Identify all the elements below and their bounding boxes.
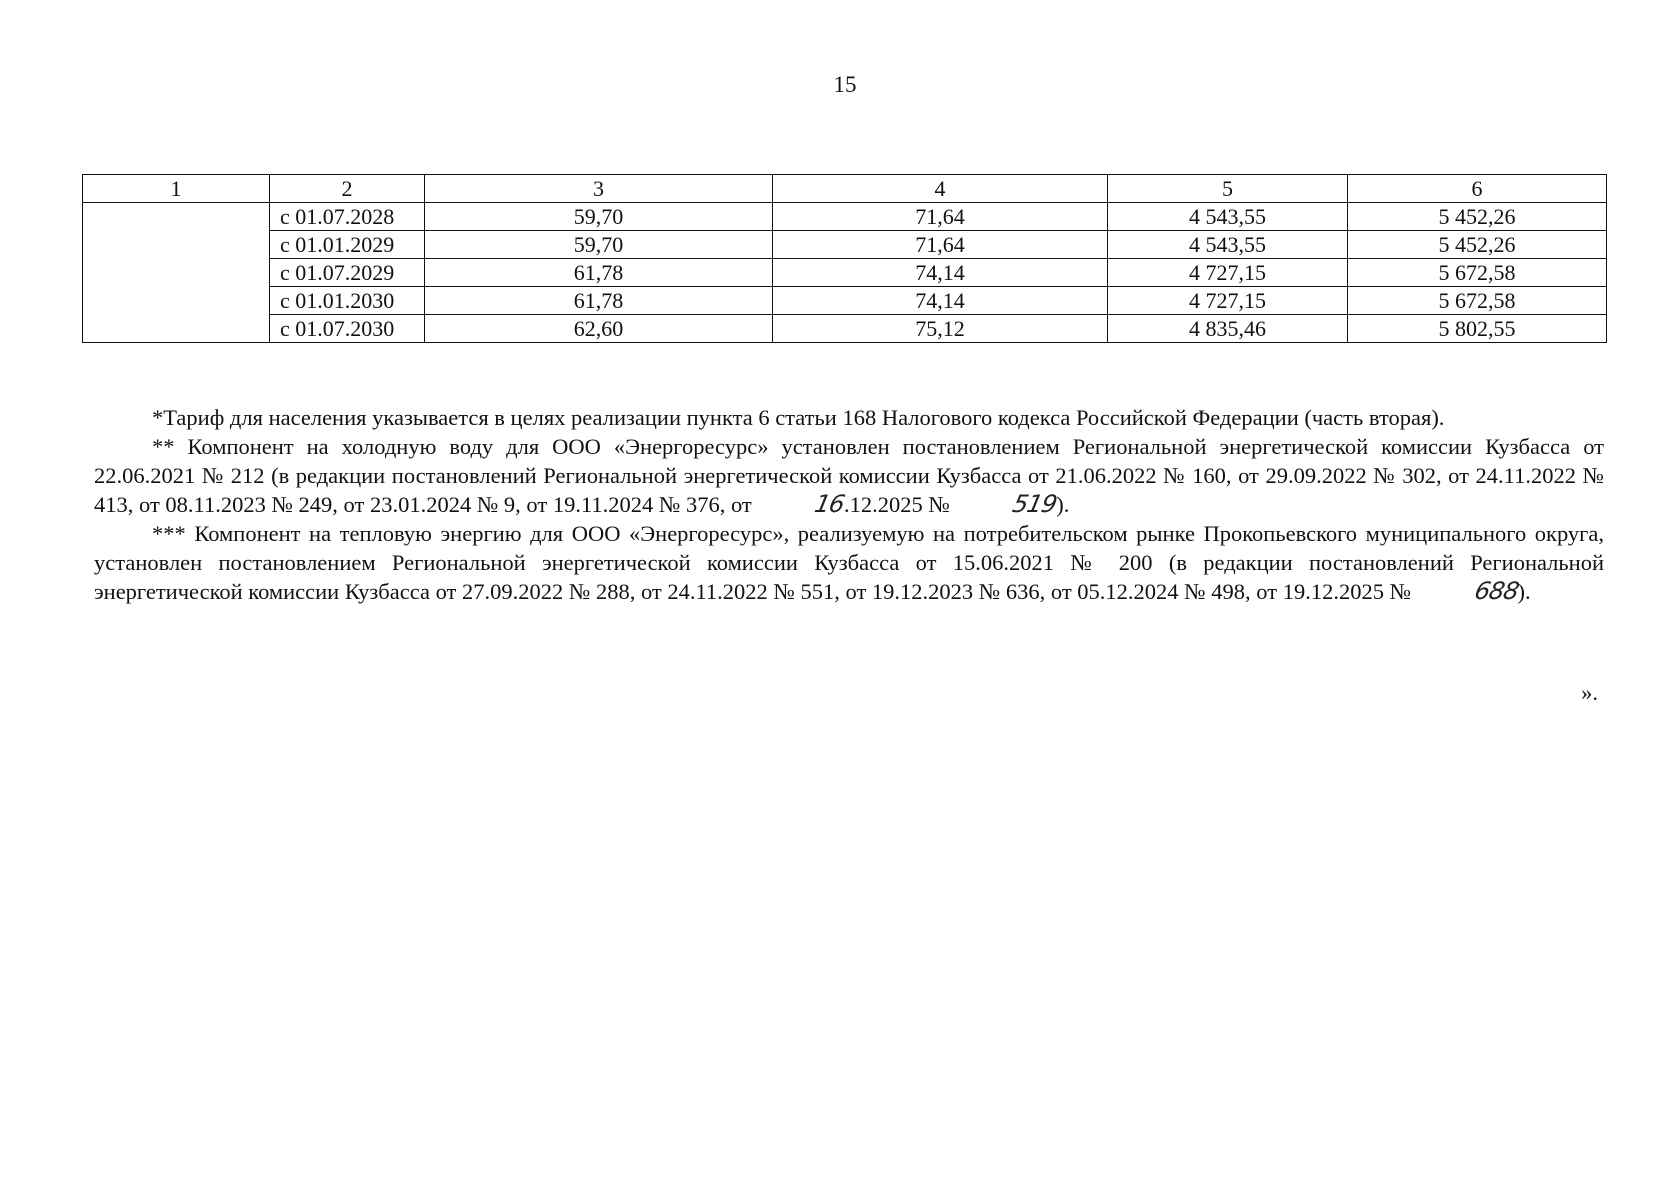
- tariff-table-body: [83, 175, 1607, 343]
- table-cell-value: 5 672,58: [1348, 287, 1607, 315]
- table-cell-date: с 01.07.2028: [270, 203, 425, 231]
- table-row: [83, 315, 1607, 343]
- table-cell-value: 4 727,15: [1108, 287, 1348, 315]
- footnotes: [94, 403, 1604, 606]
- closing-quote-mark: ».: [1581, 680, 1598, 705]
- footnote-cold-water: ** Компонент на холодную воду для ООО «Энергоресурс» установлен постановлением Региональной энергетической комиссии Кузбасса от 22.06.2021 № 212 (в редакции постановлений Региональной энергетической комиссии Кузбасса от 21.06.2022 № 160, от 29.09.2022 № 302, от 24.11.2022 № 413, от 08.11.2023 № 249, от 23.01.2024 № 9, от 19.11.2024 № 376, от 16.12.2025 № 519).: [94, 434, 1604, 518]
- table-cell-date: с 01.01.2030: [270, 287, 425, 315]
- table-row: [83, 231, 1607, 259]
- table-cell-value: 5 672,58: [1348, 259, 1607, 287]
- table-cell-value: 5 452,26: [1348, 203, 1607, 231]
- table-cell-value: 5 452,26: [1348, 231, 1607, 259]
- handwritten-number: 519: [1010, 490, 1060, 518]
- handwritten-day: 16: [812, 490, 848, 518]
- table-cell-value: 74,14: [773, 287, 1108, 315]
- footnote-tariff-population: *Тариф для населения указывается в целях реализации пункта 6 статьи 168 Налогового кодекса Российской Федерации (часть вторая).: [152, 405, 1445, 430]
- table-cell-value: 4 835,46: [1108, 315, 1348, 343]
- table-cell-value: 4 543,55: [1108, 231, 1348, 259]
- column-header: 4: [773, 175, 1108, 203]
- table-cell-value: 62,60: [425, 315, 773, 343]
- table-cell-value: 59,70: [425, 231, 773, 259]
- tariff-table: [82, 174, 1607, 343]
- table-cell-value: 75,12: [773, 315, 1108, 343]
- column-header: 6: [1348, 175, 1607, 203]
- table-row: [83, 287, 1607, 315]
- table-row: [83, 203, 1607, 231]
- table-cell-value: 74,14: [773, 259, 1108, 287]
- table-cell-date: с 01.01.2029: [270, 231, 425, 259]
- table-header-row: [83, 175, 1607, 203]
- table-cell-value: 4 727,15: [1108, 259, 1348, 287]
- handwritten-number: 688: [1471, 577, 1521, 605]
- table-row: [83, 259, 1607, 287]
- table-cell-value: 61,78: [425, 287, 773, 315]
- column-header: 1: [83, 175, 270, 203]
- table-cell-date: с 01.07.2029: [270, 259, 425, 287]
- footnote-heat-energy: *** Компонент на тепловую энергию для ООО «Энергоресурс», реализуемую на потребительском рынке Прокопьевского муниципального округа, установлен постановлением Региональной энергетической комиссии Кузбасса от 15.06.2021 № 200 (в редакции постановлений Региональной энергетической комиссии Кузбасса от 27.09.2022 № 288, от 24.11.2022 № 551, от 19.12.2023 № 636, от 05.12.2024 № 498, от 19.12.2025 № 688).: [94, 521, 1604, 605]
- column-header: 5: [1108, 175, 1348, 203]
- column-header: 3: [425, 175, 773, 203]
- table-cell-group: [83, 203, 270, 343]
- table-cell-value: 5 802,55: [1348, 315, 1607, 343]
- table-cell-value: 71,64: [773, 203, 1108, 231]
- table-cell-date: с 01.07.2030: [270, 315, 425, 343]
- table-cell-value: 61,78: [425, 259, 773, 287]
- table-cell-value: 71,64: [773, 231, 1108, 259]
- page-number: 15: [833, 72, 857, 97]
- table-cell-value: 59,70: [425, 203, 773, 231]
- table-cell-value: 4 543,55: [1108, 203, 1348, 231]
- column-header: 2: [270, 175, 425, 203]
